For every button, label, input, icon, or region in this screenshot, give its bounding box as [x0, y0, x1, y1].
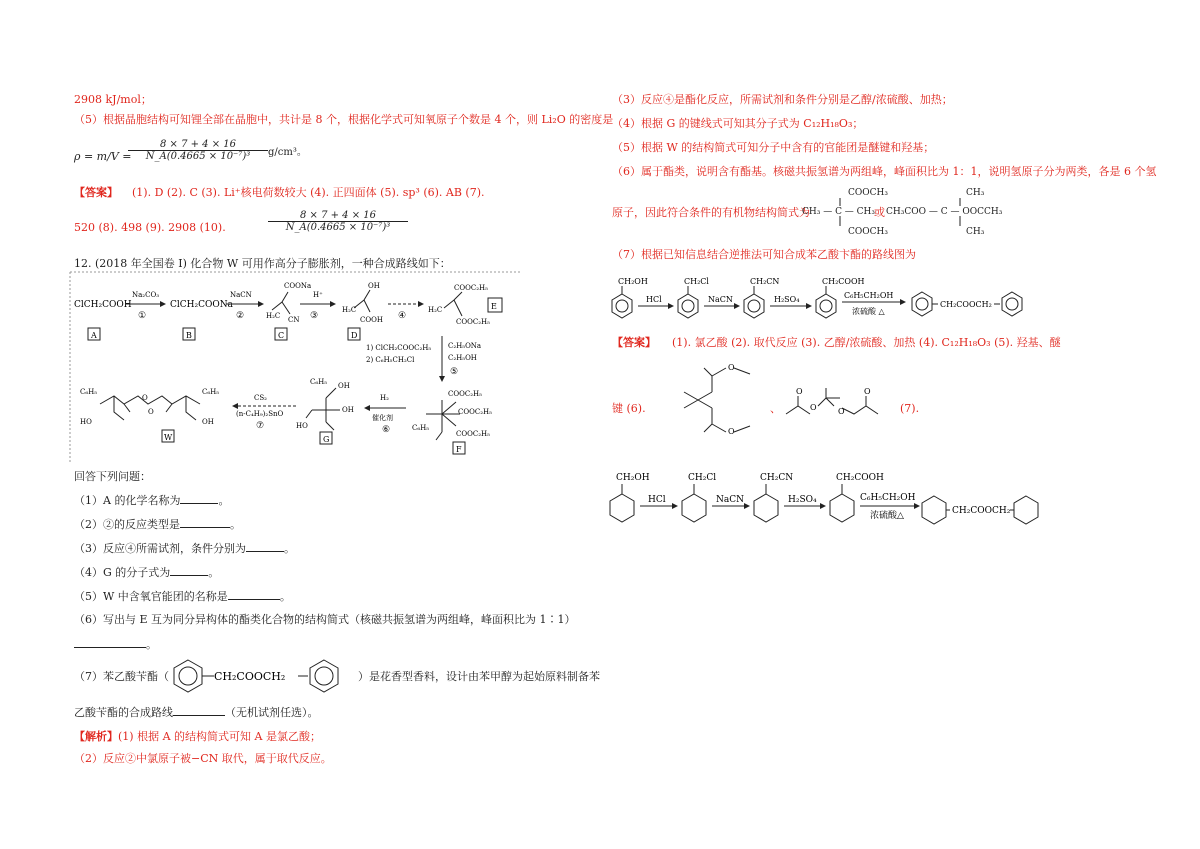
route1-reagent3: H₂SO₄	[774, 295, 800, 304]
isomer1-top: COOCH₃	[848, 188, 888, 198]
svg-text:COOC₂H₅: COOC₂H₅	[456, 318, 490, 326]
route1-intermediate3: CH₂COOH	[822, 277, 865, 286]
answer-line1-left: (1). D (2). C (3). Li⁺核电荷数较大 (4). 正四面体 (5). sp³ (6). AB (7).	[132, 186, 485, 199]
analysis-6-line2: 原子，因此符合条件的有机物结构简式为	[612, 206, 810, 219]
answer-tag-left: 【答案】	[74, 186, 118, 199]
step5-number: ⑤	[450, 367, 459, 377]
isomer2-bottom: CH₃	[966, 227, 985, 237]
label-f: F	[456, 445, 462, 454]
analysis-tag: 【解析】	[74, 730, 118, 743]
q7-linker: CH₂COOCH₂	[214, 670, 286, 683]
synthesis-scheme	[70, 272, 520, 464]
question-7-prefix: （7）苯乙酸苄酯（	[74, 670, 169, 683]
analysis-7: （7）根据已知信息结合逆推法可知合成苯乙酸卞酯的路线图为	[612, 248, 916, 261]
question-5	[74, 589, 291, 604]
density-unit: g/cm³。	[268, 147, 307, 158]
route2-start: CH₂OH	[616, 473, 650, 483]
svg-text:O: O	[864, 387, 871, 396]
svg-text:C₆H₅: C₆H₅	[202, 388, 220, 396]
route1-intermediate2: CH₂CN	[750, 277, 780, 286]
period-1: 。	[218, 494, 230, 507]
question-3	[74, 541, 295, 556]
answer-blank-1[interactable]	[180, 493, 218, 504]
route1-intermediate1: CH₂Cl	[684, 277, 709, 286]
svg-text:O: O	[142, 394, 148, 402]
question-7-suffix: ）是花香型香料，设计由苯甲醇为起始原料制备苯	[358, 670, 600, 683]
isomer1-middle: CH₃ — C — CH₃	[802, 207, 876, 217]
analysis-5: （5）根据 W 的结构简式可知分子中含有的官能团是醚键和羟基；	[612, 141, 935, 154]
isomer2-middle: CH₃COO — C — OOCCH₃	[886, 207, 1003, 217]
svg-text:O: O	[810, 403, 817, 412]
svg-text:O: O	[728, 427, 735, 436]
step5-reagent3: C₂H₅ONa	[448, 342, 482, 350]
analysis-1: (1) 根据 A 的结构简式可知 A 是氯乙酸；	[118, 730, 321, 743]
question-4	[74, 565, 219, 580]
route1-start: CH₂OH	[618, 277, 648, 286]
step7-number: ⑦	[256, 421, 265, 431]
question-1-text: （1）A 的化学名称为	[74, 494, 181, 507]
question-5-text: （5）W 中含氧官能团的名称是	[74, 590, 228, 603]
step3-number: ③	[310, 311, 319, 321]
synthesis-route-1	[610, 272, 1040, 324]
step2-number: ②	[236, 311, 245, 321]
isomer2-top: CH₃	[966, 188, 985, 198]
svg-text:COOC₂H₅: COOC₂H₅	[448, 390, 482, 398]
step6-reagent: H₂	[380, 394, 389, 402]
analysis-2: （2）反应②中氯原子被−CN 取代，属于取代反应。	[74, 752, 332, 765]
label-c: C	[278, 331, 285, 340]
energy-value: 2908 kJ/mol；	[74, 93, 152, 106]
answer-line2-left: 520 (8). 498 (9). 2908 (10).	[74, 221, 226, 234]
route2-product-linker: CH₂COOCH₂	[952, 506, 1011, 516]
isomer2-bonds	[958, 196, 962, 228]
isomer1-bonds	[838, 196, 842, 228]
route2-intermediate1: CH₂Cl	[688, 473, 717, 483]
step2-reagent: NaCN	[230, 291, 252, 299]
benzyl-phenylacetate-structure	[166, 654, 356, 698]
answer-blank-5[interactable]	[228, 589, 280, 600]
svg-text:O: O	[838, 407, 845, 416]
step7-reagent: CS₂	[254, 394, 267, 402]
svg-text:H₂C: H₂C	[342, 306, 357, 314]
question-6: （6）写出与 E 互为同分异构体的酯类化合物的结构简式（核磁共振氢谱为两组峰，峰面积比为 1∶1）	[74, 613, 576, 626]
compound-a: ClCH₂COOH	[74, 300, 132, 310]
density-explanation: （5）根据晶胞结构可知锂全部在晶胞中，共计是 8 个，根据化学式可知氧原子个数是 4 个，则 Li₂O 的密度是	[74, 113, 614, 126]
analysis-6-line1: （6）属于酯类，说明含有酯基。核磁共振氢谱为两组峰，峰面积比为 1：1，说明氢原子分为两类，各是 6 个氢	[612, 165, 1157, 178]
question-1	[74, 493, 229, 508]
step1-number: ①	[138, 311, 147, 321]
isomer1-bottom: COOCH₃	[848, 227, 888, 237]
answer-blank-4[interactable]	[170, 565, 208, 576]
step5-reagent2: 2) C₆H₅CH₂Cl	[366, 356, 415, 364]
label-e: E	[491, 302, 497, 311]
period-5: 。	[279, 590, 291, 603]
route2-intermediate2: CH₂CN	[760, 473, 794, 483]
density-fraction	[128, 139, 268, 162]
questions-intro: 回答下列问题：	[74, 470, 151, 483]
answer-blank-2[interactable]	[180, 517, 230, 528]
step1-reagent: Na₂CO₃	[132, 291, 160, 299]
step6-number: ⑥	[382, 425, 391, 435]
question-6-answer-line	[74, 637, 157, 652]
answer-line1-right: (1). 氯乙酸 (2). 取代反应 (3). 乙醇/浓硫酸、加热 (4). C₁₂H₁₈O₃ (5). 羟基、醚	[672, 336, 1061, 349]
svg-text:O: O	[728, 363, 735, 372]
question-7-line2-text: 乙酸苄酯的合成路线	[74, 706, 173, 719]
svg-text:CN: CN	[288, 316, 300, 324]
route2-reagent2: NaCN	[716, 495, 745, 505]
route2-intermediate3: CH₂COOH	[836, 473, 884, 483]
svg-text:COOC₂H₅: COOC₂H₅	[456, 430, 490, 438]
svg-text:COOC₂H₅: COOC₂H₅	[454, 284, 488, 292]
question-7-line2-end: （无机试剂任选）。	[225, 706, 319, 719]
label-w: W	[164, 433, 173, 442]
analysis-3: （3）反应④是酯化反应，所需试剂和条件分别是乙醇/浓硫酸、加热；	[612, 93, 953, 106]
or-connector: 或	[874, 206, 885, 219]
svg-text:O: O	[148, 408, 154, 416]
step4-number: ④	[398, 311, 407, 321]
answer10-fraction	[268, 210, 408, 233]
question-4-text: （4）G 的分子式为	[74, 566, 171, 579]
period-6: 。	[146, 638, 157, 651]
period-3: 。	[284, 542, 295, 555]
density-numerator: 8 × 7 + 4 × 16	[159, 139, 237, 150]
route2-condition4: 浓硫酸△	[870, 511, 904, 521]
step5-reagent1: 1) ClCH₂COOC₂H₅	[366, 344, 432, 352]
question-3-text: （3）反应④所需试剂，条件分别为	[74, 542, 246, 555]
step5-reagent4: C₂H₅OH	[448, 354, 477, 362]
svg-text:OH: OH	[202, 418, 214, 426]
density-denominator: N_A(0.4665 × 10⁻⁷)³	[128, 150, 268, 162]
question-2-text: （2）②的反应类型是	[74, 518, 180, 531]
answer-separator: 、	[770, 402, 781, 415]
svg-text:OH: OH	[338, 382, 350, 390]
answer-blank-7[interactable]	[173, 705, 225, 716]
svg-text:HO: HO	[80, 418, 92, 426]
isomer1-skeletal-structure	[668, 360, 768, 444]
svg-text:COOC₂H₅: COOC₂H₅	[458, 408, 492, 416]
answer-line2-right-b: (7).	[900, 402, 920, 415]
step3-reagent: H⁺	[313, 291, 323, 299]
route1-product-linker: CH₂COOCH₂	[940, 300, 992, 309]
svg-text:H₂C: H₂C	[428, 306, 443, 314]
svg-text:OH: OH	[342, 406, 354, 414]
route1-reagent1: HCl	[646, 295, 662, 304]
period-2: 。	[230, 518, 241, 531]
svg-text:COONa: COONa	[284, 282, 312, 290]
svg-text:C₆H₅: C₆H₅	[310, 378, 328, 386]
question12-intro: 12. (2018 年全国卷 I) 化合物 W 可用作高分子膨胀剂，一种合成路线如下：	[74, 257, 451, 270]
route2-reagent3: H₂SO₄	[788, 495, 817, 505]
route1-reagent2: NaCN	[708, 295, 733, 304]
density-lhs: ρ = m/V =	[74, 150, 132, 163]
route1-condition4: 浓硫酸 △	[852, 307, 885, 316]
period-4: 。	[208, 566, 220, 579]
label-d: D	[351, 331, 358, 340]
answer-blank-6[interactable]	[74, 637, 146, 648]
isomer2-skeletal-structure	[780, 384, 890, 434]
svg-text:OH: OH	[368, 282, 380, 290]
route1-reagent4: C₆H₅CH₂OH	[844, 291, 894, 300]
label-b: B	[186, 331, 192, 340]
answer-blank-3[interactable]	[246, 541, 284, 552]
synthesis-route-2	[608, 466, 1038, 528]
route2-reagent1: HCl	[648, 495, 666, 505]
answer10-denominator: N_A(0.4665 × 10⁻⁷)³	[268, 221, 408, 233]
svg-text:C₆H₅: C₆H₅	[80, 388, 98, 396]
svg-text:COOH: COOH	[360, 316, 383, 324]
label-a: A	[91, 331, 97, 340]
answer10-numerator: 8 × 7 + 4 × 16	[299, 210, 377, 221]
route2-reagent4: C₆H₅CH₂OH	[860, 493, 916, 503]
svg-text:H₂C: H₂C	[266, 312, 281, 320]
step6-condition: 催化剂	[372, 414, 393, 422]
answer-line2-right-a: 键 (6).	[612, 402, 646, 415]
analysis-4: （4）根据 G 的键线式可知其分子式为 C₁₂H₁₈O₃；	[612, 117, 864, 130]
label-g: G	[323, 435, 330, 444]
step7-condition: (n-C₄H₉)₂SnO	[236, 410, 284, 418]
svg-text:C₆H₅: C₆H₅	[412, 424, 430, 432]
question-2	[74, 517, 241, 532]
compound-b: ClCH₂COONa	[170, 300, 233, 310]
answer-tag-right: 【答案】	[612, 336, 656, 349]
question-7-line2	[74, 705, 319, 720]
svg-text:O: O	[796, 387, 803, 396]
svg-text:HO: HO	[296, 422, 308, 430]
